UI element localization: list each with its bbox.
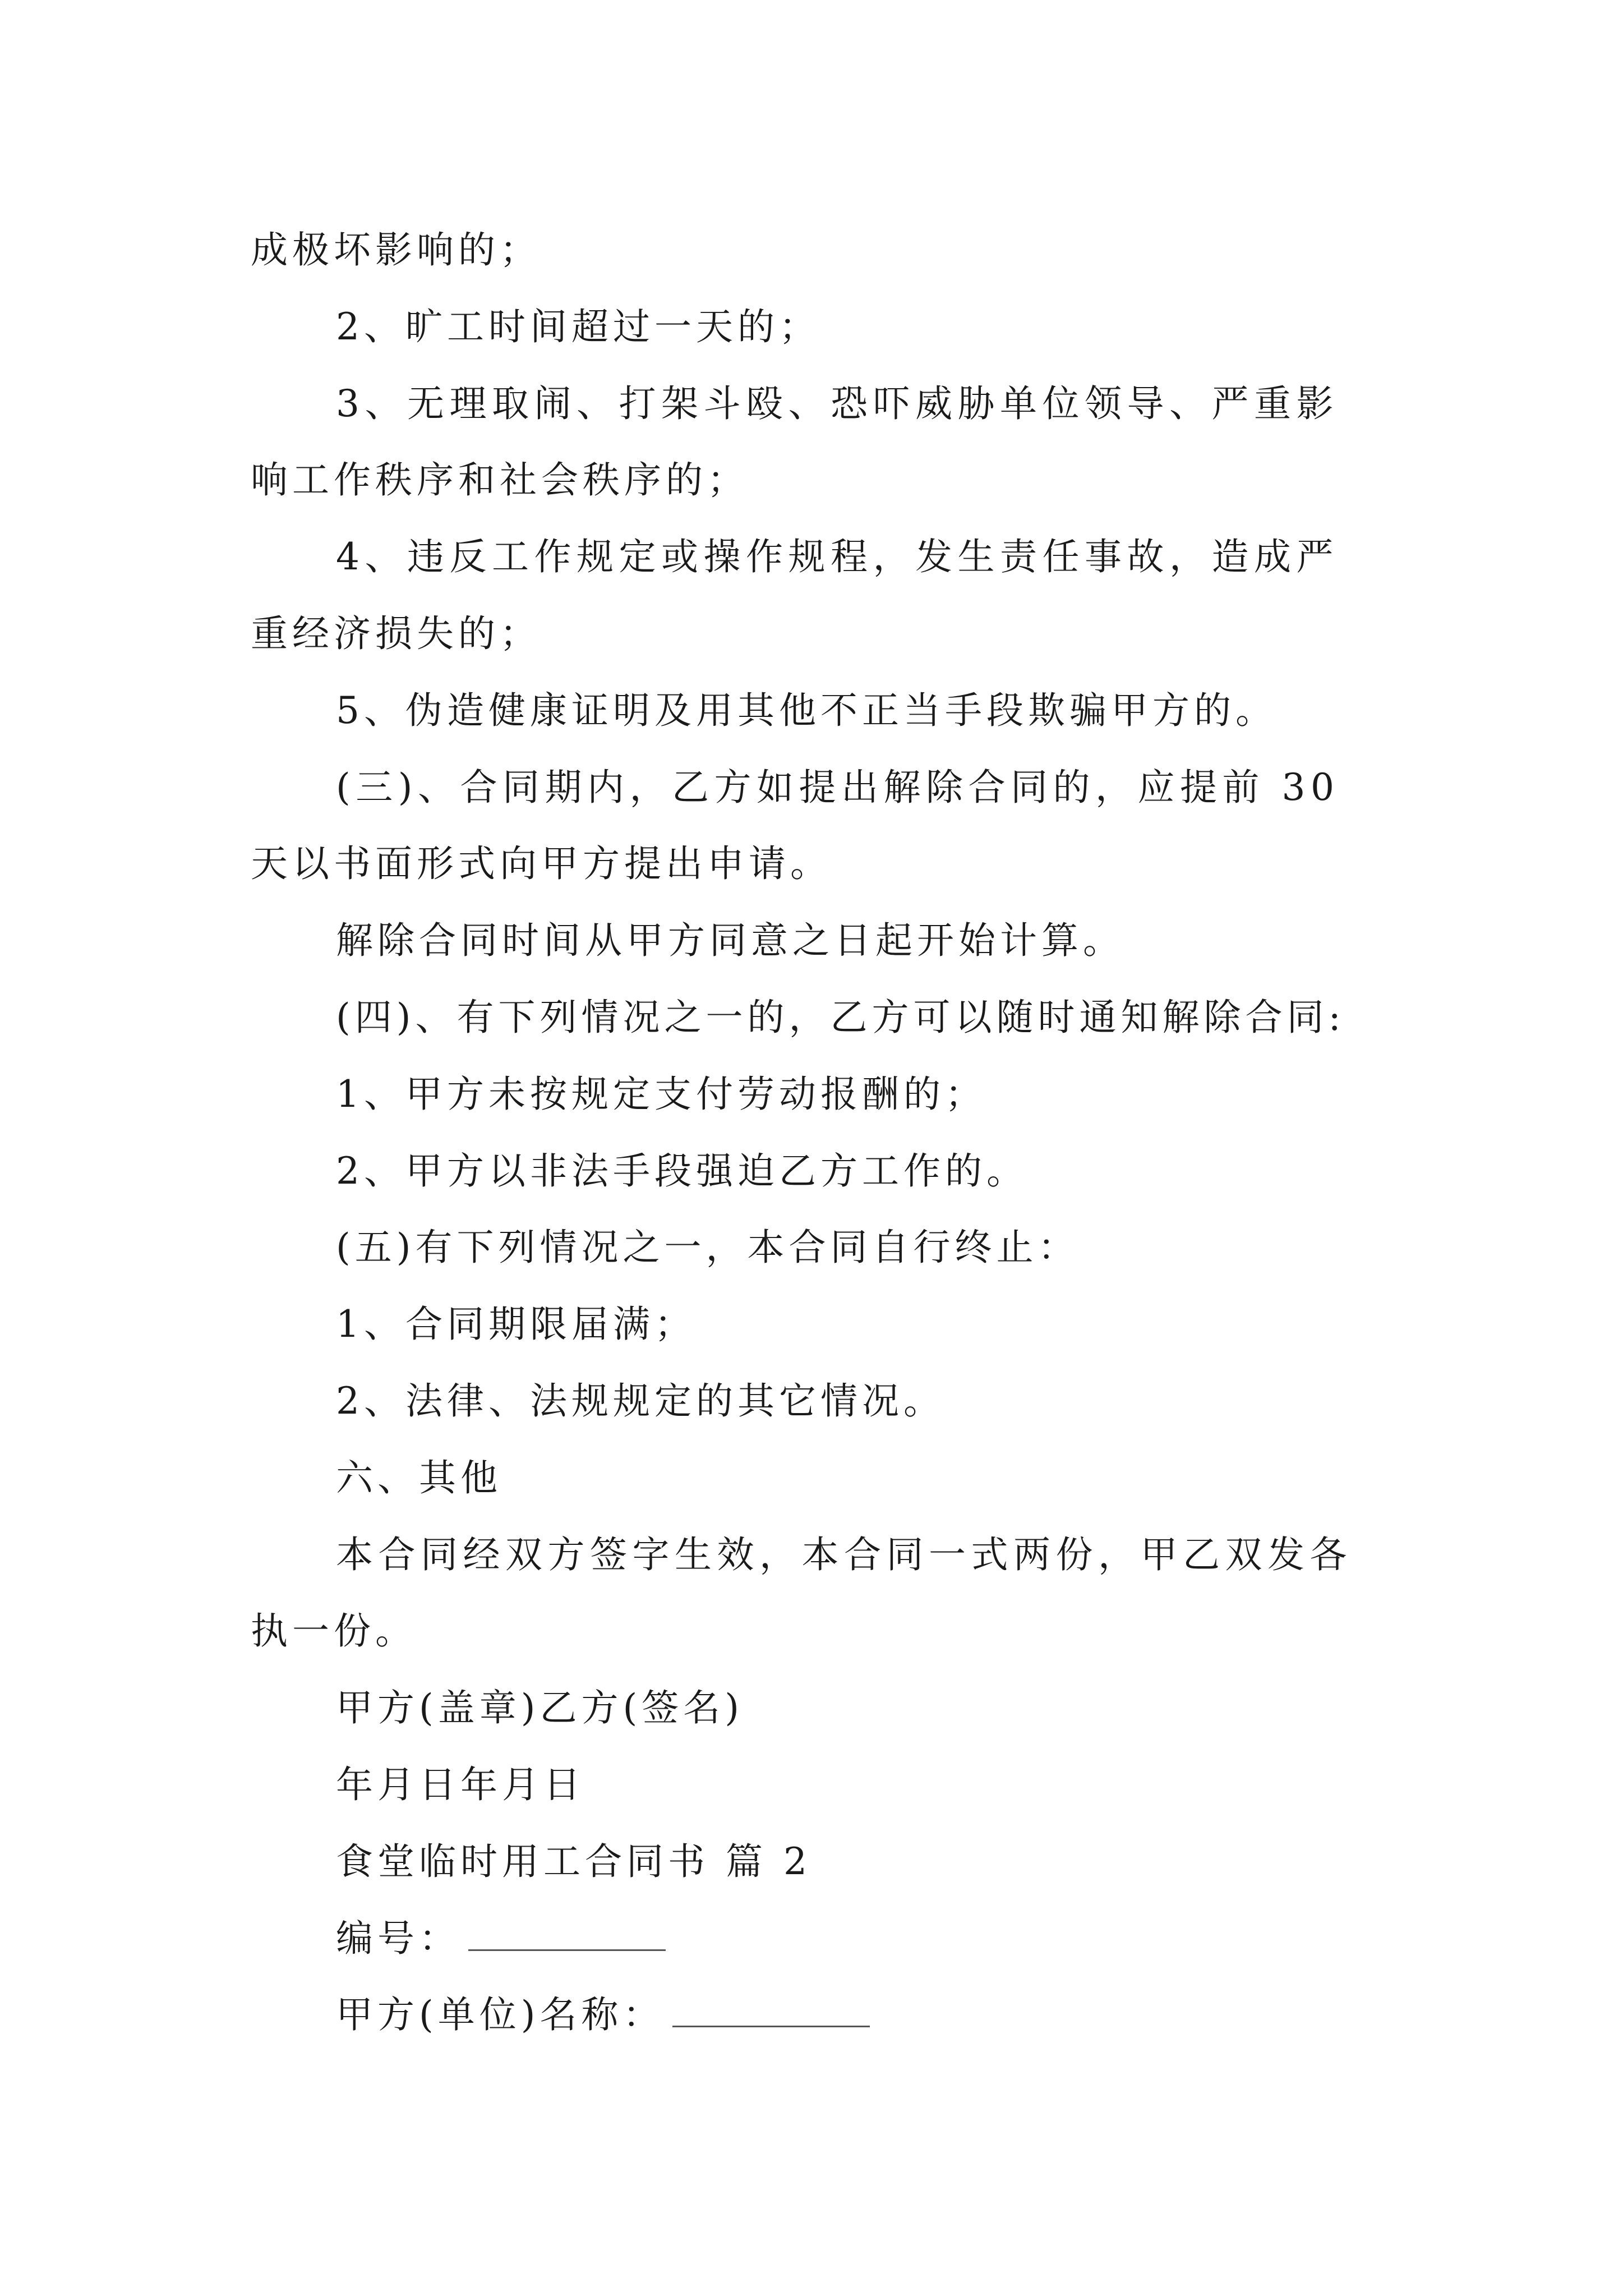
party-a-name-row — [251, 1977, 1395, 2054]
section-heading: 六、其他 — [336, 1456, 502, 1499]
paragraph-line: 响工作秩序和社会秩序的； — [251, 458, 749, 502]
paragraph-line: (四)、有下列情况之一的，乙方可以随时通知解除合同: — [336, 995, 1345, 1039]
paragraph-line: 1、甲方未按规定支付劳动报酬的； — [336, 1072, 986, 1116]
paragraph-line: 解除合同时间从甲方同意之日起开始计算。 — [336, 919, 1124, 963]
party-a-name-blank — [672, 1993, 870, 2027]
paragraph-line: 成极坏影响的； — [251, 228, 541, 272]
document-body — [251, 212, 1395, 2054]
paragraph-line: 2、法律、法规规定的其它情况。 — [336, 1379, 945, 1423]
party-a-name-label: 甲方(单位)名称： — [336, 1993, 665, 2037]
paragraph-line: 3、无理取闹、打架斗殴、恐吓威胁单位领导、严重影 — [336, 381, 1339, 425]
paragraph-line: (三)、合同期内，乙方如提出解除合同的，应提前 30 — [336, 765, 1340, 809]
paragraph-line: 4、违反工作规定或操作规程，发生责任事故，造成严 — [336, 535, 1339, 579]
paragraph-line: 执一份。 — [251, 1609, 417, 1653]
number-blank — [468, 1917, 666, 1951]
paragraph-line: 重经济损失的； — [251, 611, 541, 655]
number-field-row — [251, 1901, 1395, 1977]
paragraph-line: (五)有下列情况之一，本合同自行终止： — [336, 1226, 1080, 1269]
paragraph-line: 2、旷工时间超过一天的； — [336, 305, 820, 348]
paragraph-line: 天以书面形式向甲方提出申请。 — [251, 842, 832, 886]
contract-title: 食堂临时用工合同书 篇 2 — [336, 1839, 811, 1883]
number-label: 编号： — [336, 1916, 460, 1960]
paragraph-line: 1、合同期限届满； — [336, 1303, 696, 1346]
paragraph-line: 5、伪造健康证明及用其他不正当手段欺骗甲方的。 — [336, 688, 1277, 732]
paragraph-line: 2、甲方以非法手段强迫乙方工作的。 — [336, 1149, 1028, 1193]
paragraph-line: 本合同经双方签字生效，本合同一式两份，甲乙双发各 — [336, 1533, 1352, 1576]
signature-line: 甲方(盖章)乙方(签名) — [336, 1686, 744, 1730]
date-line: 年月日年月日 — [336, 1763, 585, 1806]
